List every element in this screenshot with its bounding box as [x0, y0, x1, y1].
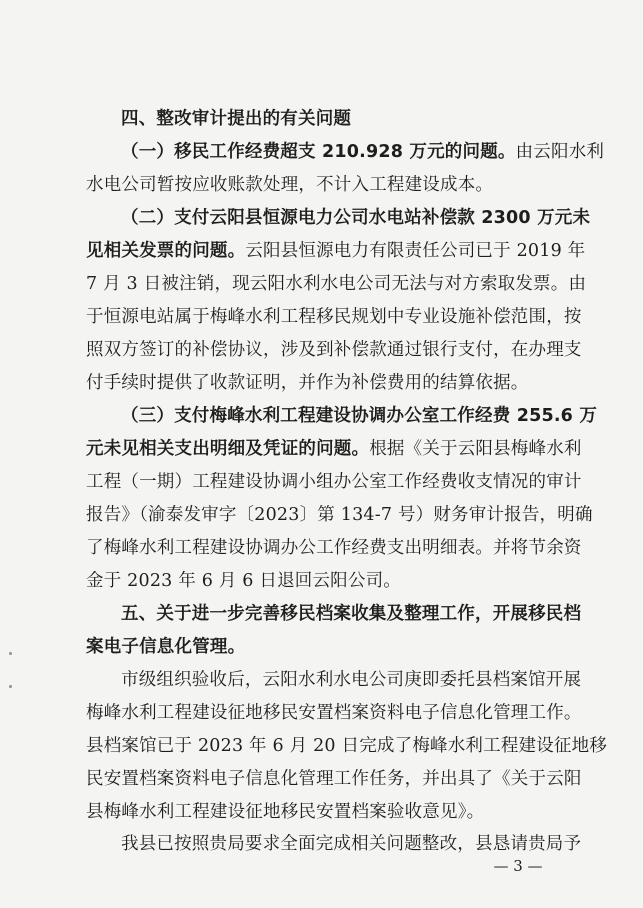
section-heading-5-line-2: [86, 635, 566, 659]
item-2-text: 云阳县恒源电力有限责任公司已于 2019 年: [245, 241, 586, 261]
paragraph-3-line-3: [86, 470, 582, 494]
paragraph-1-line-2: [86, 173, 566, 197]
paragraph-2-line-2: [86, 239, 586, 263]
paragraph-3-line-1: [121, 404, 598, 428]
section-heading-4: [121, 107, 566, 131]
body-text: 我县已按照贵局要求全面完成相关问题整改，县恳请贵局予: [121, 834, 582, 854]
paragraph-4-line-2: [86, 701, 582, 725]
body-text: 水电公司暂按应收账款处理，不计入工程建设成本。: [86, 175, 494, 195]
paragraph-4-line-1: [121, 668, 582, 692]
heading-text: 案电子信息化管理。: [86, 637, 246, 657]
heading-text: 四、整改审计提出的有关问题: [121, 109, 352, 129]
body-text: 梅峰水利工程建设征地移民安置档案资料电子信息化管理工作。: [86, 703, 582, 723]
body-text: 付手续时提供了收款证明，并作为补偿费用的结算依据。: [86, 373, 529, 393]
body-text: 了梅峰水利工程建设协调办公工作经费支出明细表。并将节余资: [86, 538, 582, 558]
binding-hole-mark: [9, 652, 12, 655]
paragraph-4-line-4: [86, 767, 582, 791]
binding-hole-mark: [9, 685, 12, 688]
paragraph-4-line-5: [86, 800, 566, 824]
paragraph-3-line-4: [86, 503, 593, 527]
body-text: 县梅峰水利工程建设征地移民安置档案验收意见》。: [86, 802, 485, 822]
body-text: 报告》（渝泰发审字〔2023〕第 134-7 号）财务审计报告，明确: [86, 505, 593, 525]
item-3-text: 根据《关于云阳县梅峰水利: [369, 439, 582, 459]
body-text: 民安置档案资料电子信息化管理工作任务，并出具了《关于云阳: [86, 769, 582, 789]
item-3-lead: （三）支付梅峰水利工程建设协调办公室工作经费 255.6 万: [121, 406, 598, 426]
item-2-lead-end: 见相关发票的问题。: [86, 241, 246, 261]
paragraph-4-line-3: [86, 734, 608, 758]
item-1-text: 由云阳水利: [515, 142, 605, 162]
item-3-lead-end: 元未见相关支出明细及凭证的问题。: [86, 439, 370, 459]
paragraph-2-line-4: [86, 305, 582, 329]
item-2-lead: （二）支付云阳县恒源电力公司水电站补偿款 2300 万元未: [121, 208, 591, 228]
body-text: 市级组织验收后，云阳水利水电公司庚即委托县档案馆开展: [121, 670, 582, 690]
body-text: 照双方签订的补偿协议，涉及到补偿款通过银行支付，在办理支: [86, 340, 582, 360]
heading-text: 五、关于进一步完善移民档案收集及整理工作，开展移民档: [121, 604, 582, 624]
body-text: 县档案馆已于 2023 年 6 月 20 日完成了梅峰水利工程建设征地移: [86, 736, 608, 756]
paragraph-2-line-5: [86, 338, 582, 362]
item-1-lead: （一）移民工作经费超支 210.928 万元的问题。: [121, 142, 516, 162]
body-text: 金于 2023 年 6 月 6 日退回云阳公司。: [86, 571, 401, 591]
section-heading-5-line-1: [121, 602, 582, 626]
paragraph-3-line-6: [86, 569, 566, 593]
body-text: 7 月 3 日被注销，现云阳水利水电公司无法与对方索取发票。由: [86, 274, 587, 294]
paragraph-1-line-1: [121, 140, 605, 164]
paragraph-2-line-6: [86, 371, 566, 395]
paragraph-2-line-3: [86, 272, 587, 296]
paragraph-3-line-2: [86, 437, 582, 461]
paragraph-3-line-5: [86, 536, 582, 560]
paragraph-5-line-1: [121, 832, 582, 856]
page-number: — 3 —: [493, 857, 543, 875]
body-text: 于恒源电站属于梅峰水利工程移民规划中专业设施补偿范围，按: [86, 307, 582, 327]
body-text: 工程（一期）工程建设协调小组办公室工作经费收支情况的审计: [86, 472, 582, 492]
paragraph-2-line-1: [121, 206, 591, 230]
